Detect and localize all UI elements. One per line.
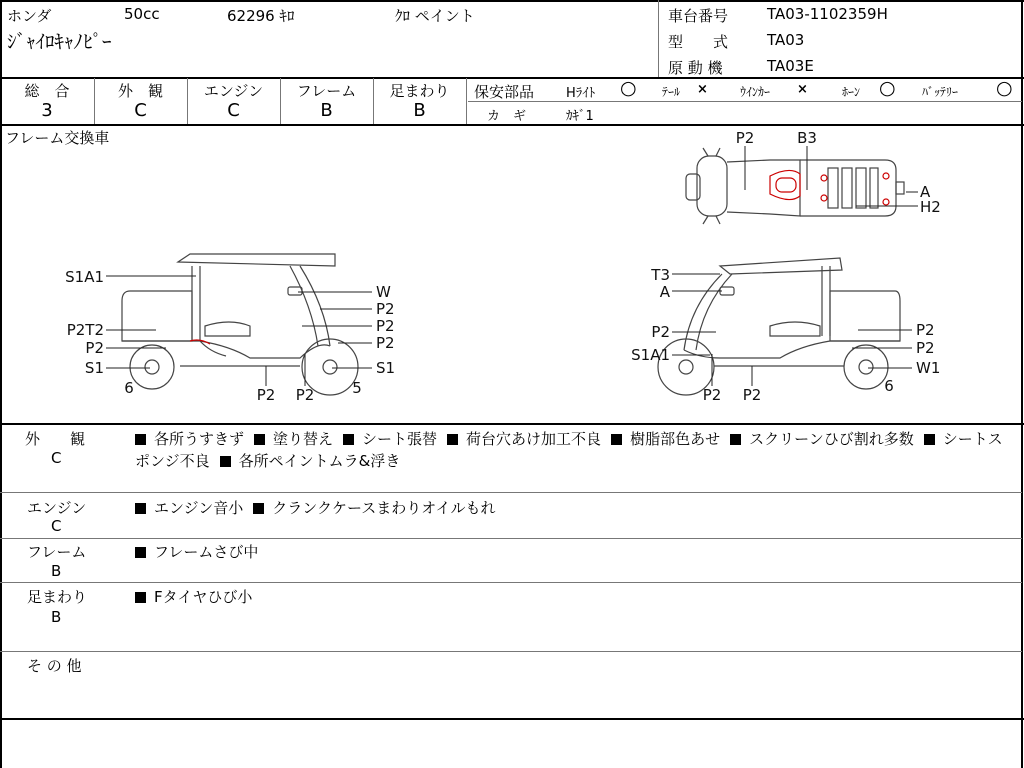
engine-value: TA03E (767, 57, 814, 75)
damage-label: P2T2 (66, 321, 104, 339)
bullet-square-icon (343, 434, 354, 445)
remark-frame-grade: B (51, 562, 62, 580)
bullet-square-icon (253, 503, 264, 514)
bullet-square-icon (611, 434, 622, 445)
key-label: カ ギ (487, 109, 527, 124)
remark-item: 各所うすきず (135, 430, 244, 448)
damage-label: P2 (916, 339, 935, 357)
grade-suspension-value: B (413, 100, 426, 121)
bullet-square-icon (135, 503, 146, 514)
remark-item: フレームさび中 (135, 543, 258, 561)
remark-suspension-items (135, 586, 1015, 607)
remark-item: シート張替 (343, 430, 437, 448)
damage-label: P2 (295, 386, 315, 404)
battery-ok-mark: ○ (996, 77, 1013, 99)
damage-label: S1 (84, 359, 104, 377)
winker-label: ｳｲﾝｶｰ (740, 85, 771, 99)
color: ｸﾛ ペイント (395, 7, 475, 25)
left-side-view-outline (122, 254, 358, 395)
remark-item: 塗り替え (254, 430, 333, 448)
damage-label: P2 (376, 300, 395, 318)
engine-label: 原 動 機 (668, 59, 723, 77)
damage-label: A (659, 283, 670, 301)
remark-item: 樹脂部色あせ (611, 430, 720, 448)
bullet-square-icon (730, 434, 741, 445)
damage-label: P2 (742, 386, 762, 404)
chassis-value: TA03-1102359H (767, 5, 888, 23)
remark-other-label: そ の 他 (27, 657, 82, 675)
damage-label: S1A1 (631, 346, 670, 364)
bullet-square-icon (924, 434, 935, 445)
displacement: 50cc (124, 5, 160, 23)
tail-ng-mark: × (697, 82, 708, 97)
damage-label: P2 (376, 317, 395, 335)
model-name: ｼﾞｬｲﾛｷｬﾉﾋﾟｰ (7, 31, 112, 53)
right-side-view-outline (658, 258, 900, 395)
winker-ng-mark: × (797, 82, 808, 97)
damage-label: 6 (884, 377, 894, 395)
grade-exterior-value: C (134, 100, 147, 121)
damage-label: B3 (797, 129, 817, 147)
damage-diagram (0, 126, 1022, 422)
damage-label: P2 (702, 386, 722, 404)
damage-label: W (376, 283, 391, 301)
remark-exterior-label: 外 観 (25, 430, 86, 448)
grade-frame-value: B (320, 100, 333, 121)
remark-exterior-items (135, 428, 1015, 472)
damage-label: W1 (916, 359, 941, 377)
remark-item: 各所ペイントムラ&浮き (220, 452, 401, 470)
remark-item: シートスポンジ不良 (135, 430, 1003, 470)
remark-item: 荷台穴あけ加工不良 (447, 430, 601, 448)
damage-label: S1 (376, 359, 396, 377)
damage-label: A (920, 183, 931, 201)
remark-item: クランクケースまわりオイルもれ (253, 499, 495, 517)
grade-total-value: 3 (41, 100, 53, 121)
bullet-square-icon (135, 434, 146, 445)
remark-item: エンジン音小 (135, 499, 243, 517)
bullet-square-icon (135, 547, 146, 558)
damage-label: P2 (916, 321, 935, 339)
remark-suspension-label: 足まわり (27, 588, 88, 606)
frame-exchange-note: フレーム交換車 (5, 129, 110, 147)
headlight-label: Hﾗｲﾄ (566, 86, 596, 101)
damage-label: T3 (651, 266, 670, 284)
grade-engine-label: エンジン (203, 82, 264, 100)
remark-engine-grade: C (51, 517, 62, 535)
damage-label: P2 (651, 323, 670, 341)
damage-label: P2 (85, 339, 104, 357)
damage-label: P2 (376, 334, 395, 352)
remark-engine-label: エンジン (27, 499, 87, 517)
safety-label: 保安部品 (474, 83, 535, 101)
grade-frame-label: フレーム (296, 82, 357, 100)
type-label: 型 式 (668, 33, 729, 51)
grade-exterior-label: 外 観 (117, 82, 163, 100)
grade-total-label: 総 合 (24, 82, 70, 100)
bullet-square-icon (135, 592, 146, 603)
damage-label: S1A1 (65, 268, 104, 286)
top-view-outline (686, 148, 904, 224)
remark-suspension-grade: B (51, 608, 62, 626)
bullet-square-icon (254, 434, 265, 445)
damage-label: 5 (352, 379, 362, 397)
remark-engine-items (135, 497, 1015, 518)
grade-suspension-label: 足まわり (389, 82, 450, 100)
tail-label: ﾃｰﾙ (662, 85, 681, 99)
remark-item: スクリーンひび割れ多数 (730, 430, 914, 448)
damage-label: H2 (920, 198, 941, 216)
horn-label: ﾎｰﾝ (842, 85, 861, 99)
headlight-ok-mark: ○ (620, 77, 637, 99)
mileage: 62296 ｷﾛ (227, 7, 295, 25)
remark-frame-items (135, 541, 1015, 562)
battery-label: ﾊﾞｯﾃﾘｰ (922, 85, 959, 99)
maker: ホンダ (7, 7, 52, 25)
damage-label: 6 (124, 379, 134, 397)
damage-label: P2 (256, 386, 276, 404)
grade-engine-value: C (227, 100, 240, 121)
chassis-label: 車台番号 (668, 7, 729, 25)
damage-label: P2 (735, 129, 755, 147)
bullet-square-icon (447, 434, 458, 445)
remark-frame-label: フレーム (27, 543, 87, 561)
type-value: TA03 (767, 31, 805, 49)
bullet-square-icon (220, 456, 231, 467)
remark-item: Fタイヤひび小 (135, 588, 252, 606)
remark-exterior-grade: C (51, 449, 62, 467)
key-value: ｶｷﾞ1 (566, 109, 594, 124)
horn-ok-mark: ○ (879, 77, 896, 99)
